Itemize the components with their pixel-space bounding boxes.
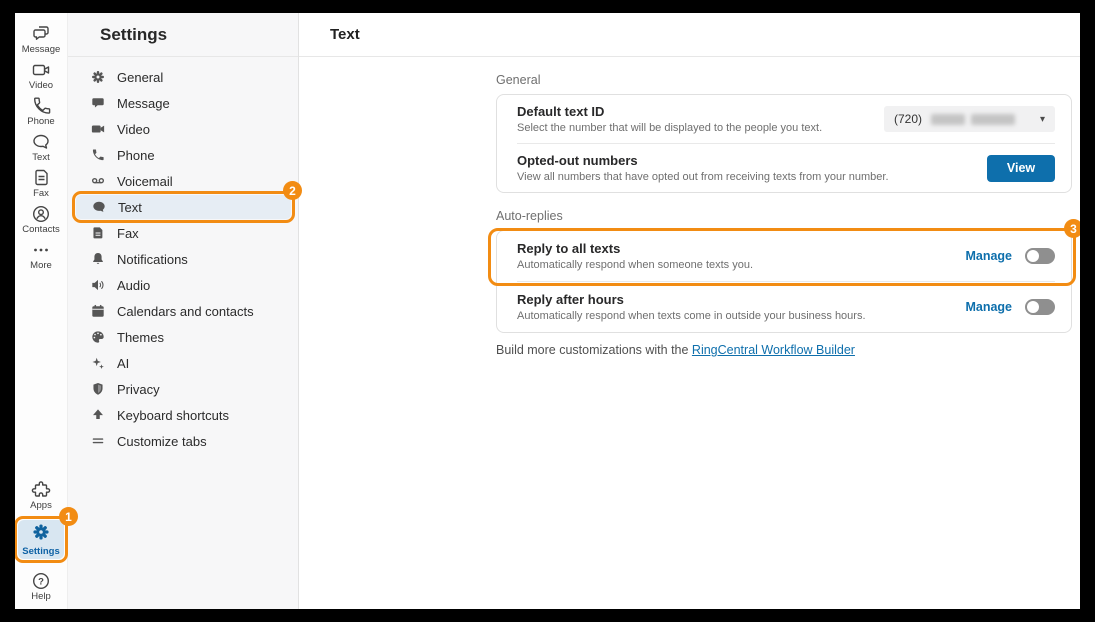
reply-after-hours-toggle[interactable]: [1025, 299, 1055, 315]
ringcentral-app: [15, 13, 1080, 609]
workflow-builder-link[interactable]: RingCentral Workflow Builder: [691, 343, 855, 357]
toggle-knob: [1027, 301, 1039, 313]
nav-item-phone[interactable]: [68, 142, 298, 168]
nav-item-ai[interactable]: [68, 350, 298, 376]
text-annotation-wrap: [72, 183, 296, 223]
row-text: [517, 292, 866, 322]
gear-icon: [90, 70, 106, 84]
settings-nav-list: [68, 57, 298, 454]
rail-label: Phone: [27, 116, 55, 127]
nav-item-label: Voicemail: [117, 173, 173, 189]
settings-sidebar-title: Settings: [68, 13, 298, 57]
workflow-builder-note: [496, 343, 1072, 357]
reply-all-annotation-wrap: [497, 221, 1077, 281]
settings-sidebar: [68, 13, 299, 609]
nav-item-video[interactable]: [68, 116, 298, 142]
annotation-outline-1: [15, 516, 68, 563]
rail-item-fax[interactable]: [15, 168, 68, 199]
lines-icon: [90, 434, 106, 448]
section-label-general: General: [496, 73, 541, 87]
nav-item-label: Phone: [117, 147, 155, 163]
opted-out-numbers-row: [497, 144, 1071, 192]
rail-label: Settings: [22, 546, 60, 557]
reply-all-controls: [965, 248, 1055, 264]
redacted-phone-number: [931, 114, 965, 125]
bell-icon: [90, 252, 106, 266]
nav-item-label: Calendars and contacts: [117, 303, 254, 319]
voicemail-icon: [90, 174, 106, 188]
rail-label: Help: [31, 591, 51, 602]
row-title: Opted-out numbers: [517, 153, 638, 168]
shield-icon: [90, 382, 106, 396]
phone-icon: [90, 148, 106, 162]
row-title: Reply to all texts: [517, 241, 621, 256]
manage-link[interactable]: Manage: [965, 249, 1012, 263]
help-icon: [31, 571, 51, 591]
nav-item-label: Video: [117, 121, 151, 137]
annotation-outline-2: [72, 191, 295, 223]
settings-annotation-wrap: [15, 509, 72, 563]
nav-item-label: Keyboard shortcuts: [117, 407, 230, 423]
message-icon: [31, 24, 51, 44]
step-badge-3: 3: [1064, 219, 1080, 238]
chevron-down-icon: ▾: [1039, 113, 1045, 125]
video-camera-icon: [31, 60, 51, 80]
rail-item-settings[interactable]: [18, 520, 64, 559]
reply-to-all-texts-row: [497, 231, 1071, 281]
gear-icon: [32, 523, 50, 546]
nav-item-label: Text: [118, 199, 142, 215]
rail-item-text[interactable]: [15, 132, 68, 163]
message-bubble-icon: [90, 96, 106, 110]
shift-arrow-icon: [90, 408, 106, 422]
nav-item-label: AI: [117, 355, 130, 371]
nav-item-label: Audio: [117, 277, 151, 293]
rail-item-help[interactable]: [15, 571, 68, 602]
fax-icon: [90, 226, 106, 240]
apps-puzzle-icon: [31, 480, 51, 500]
toggle-knob: [1027, 250, 1039, 262]
default-text-id-row: [497, 95, 1071, 143]
page-title: Text: [299, 13, 1080, 57]
sparkle-icon: [90, 356, 106, 370]
rail-item-message[interactable]: [15, 24, 68, 55]
rail-item-contacts[interactable]: [15, 204, 68, 235]
rail-label: Fax: [33, 188, 49, 199]
rail-item-video[interactable]: [15, 60, 68, 91]
nav-item-keyboard-shortcuts[interactable]: [68, 402, 298, 428]
rail-label: Text: [32, 152, 50, 163]
nav-item-label: Message: [117, 95, 170, 111]
nav-item-label: Fax: [117, 225, 139, 241]
rail-item-phone[interactable]: [15, 96, 68, 127]
rail-label: Video: [28, 80, 54, 91]
speaker-icon: [90, 278, 106, 292]
svg-text:?: ?: [38, 576, 44, 588]
rail-label: Contacts: [22, 224, 60, 235]
note-text: Build more customizations with the: [496, 343, 692, 357]
nav-item-label: Notifications: [117, 251, 188, 267]
rail-label: More: [30, 260, 52, 271]
row-subtitle: Automatically respond when someone texts you.: [517, 259, 754, 271]
row-text: [517, 104, 822, 134]
view-button[interactable]: View: [987, 155, 1055, 182]
section-label-auto-replies: Auto-replies: [496, 209, 563, 223]
redacted-phone-number: [971, 114, 1015, 125]
nav-item-customize-tabs[interactable]: [68, 428, 298, 454]
nav-item-general[interactable]: [68, 64, 298, 90]
nav-item-themes[interactable]: [68, 324, 298, 350]
fax-icon: [31, 168, 51, 188]
dropdown-value: (720): [894, 112, 923, 126]
nav-item-message[interactable]: [68, 90, 298, 116]
rail-item-more[interactable]: [15, 240, 68, 271]
auto-replies-card: [496, 221, 1077, 333]
nav-item-calendars-and-contacts[interactable]: [68, 298, 298, 324]
nav-item-notifications[interactable]: [68, 246, 298, 272]
rail-label: Message: [21, 44, 61, 55]
row-subtitle: Automatically respond when texts come in outside your business hours.: [517, 310, 866, 322]
contacts-icon: [31, 204, 51, 224]
text-bubble-icon: [31, 132, 51, 152]
more-dots-icon: [31, 240, 51, 260]
phone-icon: [31, 96, 51, 116]
settings-content: [496, 57, 1077, 357]
nav-item-fax[interactable]: [68, 220, 298, 246]
row-subtitle: View all numbers that have opted out from receiving texts from your number.: [517, 171, 889, 183]
nav-item-text-selected[interactable]: [76, 195, 291, 219]
nav-item-label: Themes: [117, 329, 164, 345]
row-title: Default text ID: [517, 104, 605, 119]
reply-all-toggle[interactable]: [1025, 248, 1055, 264]
palette-icon: [90, 330, 106, 344]
nav-item-audio[interactable]: [68, 272, 298, 298]
rail-item-apps[interactable]: [15, 480, 68, 511]
step-badge-1: 1: [59, 507, 78, 526]
nav-item-label: Customize tabs: [117, 433, 207, 449]
nav-item-privacy[interactable]: [68, 376, 298, 402]
main-panel: [299, 13, 1080, 609]
left-rail: [15, 13, 72, 609]
calendar-icon: [90, 304, 106, 318]
manage-link[interactable]: Manage: [965, 300, 1012, 314]
rail-label: Apps: [30, 500, 52, 511]
row-text: [517, 153, 889, 183]
step-badge-2: 2: [283, 181, 302, 200]
nav-item-label: Privacy: [117, 381, 160, 397]
reply-after-hours-row: [497, 282, 1071, 332]
general-card: [496, 94, 1072, 193]
nav-item-label: General: [117, 69, 164, 85]
row-title: Reply after hours: [517, 292, 624, 307]
row-text: [517, 241, 753, 271]
row-subtitle: Select the number that will be displayed to the people you text.: [517, 122, 823, 134]
default-text-id-dropdown[interactable]: [884, 106, 1055, 132]
text-bubble-icon: [91, 200, 107, 214]
reply-after-hours-controls: [965, 299, 1055, 315]
video-camera-icon: [90, 122, 106, 136]
